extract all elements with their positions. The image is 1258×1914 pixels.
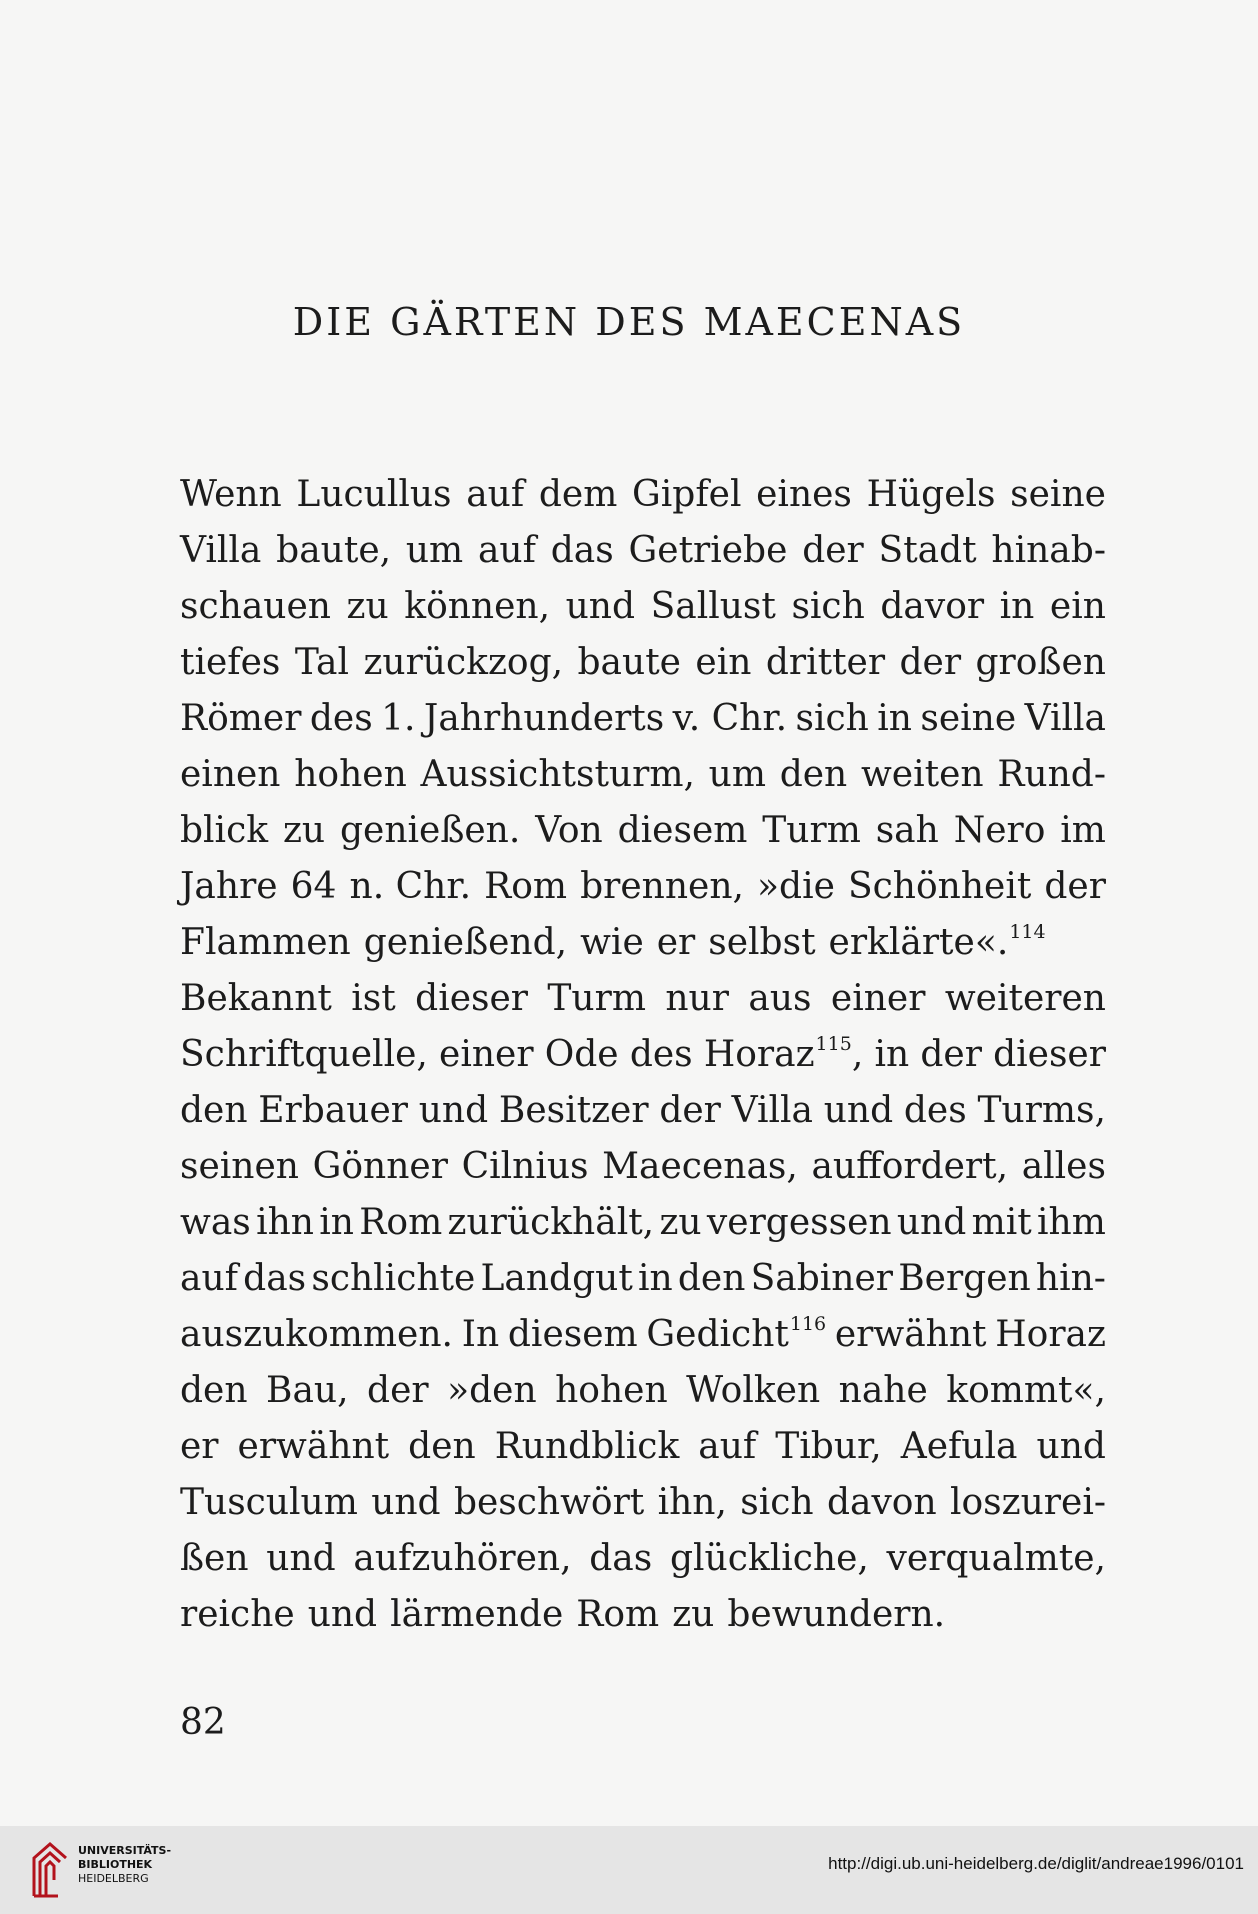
word: des	[903, 1090, 967, 1131]
word: einer	[439, 1034, 534, 1075]
word: den	[180, 1090, 248, 1131]
word: seine	[1010, 474, 1106, 515]
word: in	[319, 1202, 354, 1243]
word: aufzuhören,	[353, 1538, 572, 1579]
word: schlichte	[311, 1258, 476, 1299]
word: zurückzog,	[363, 642, 564, 683]
word: baute,	[276, 530, 392, 571]
text-line	[180, 691, 1106, 747]
word: Rom	[576, 1594, 660, 1635]
word: das	[589, 1538, 653, 1579]
library-name	[78, 1844, 171, 1886]
word: den	[779, 754, 848, 795]
word: ein	[1049, 586, 1106, 627]
word: Flammen	[180, 922, 351, 963]
word: Turms,	[977, 1090, 1106, 1131]
word: kommt«,	[946, 1370, 1106, 1411]
library-name-line1: UNIVERSITÄTS-	[78, 1844, 172, 1857]
word: auf	[477, 530, 536, 571]
word: ein	[695, 642, 752, 683]
word: erwähnt	[834, 1314, 987, 1355]
word: dieser	[415, 978, 529, 1019]
word: v. Chr.	[672, 698, 788, 739]
word: Lucullus	[296, 474, 452, 515]
word: zu	[282, 810, 326, 851]
library-name-line3: HEIDELBERG	[78, 1872, 149, 1885]
text-line	[180, 1251, 1106, 1307]
word: auszukommen.	[180, 1314, 453, 1355]
word: ihm	[1037, 1202, 1106, 1243]
word: Rom	[484, 866, 568, 907]
word: Villa	[731, 1090, 813, 1131]
word: in	[874, 1034, 910, 1075]
word: Rundblick	[494, 1426, 680, 1467]
word: blick	[180, 810, 269, 851]
word: den	[408, 1426, 476, 1467]
word: beschwört	[453, 1482, 645, 1523]
word: Nero	[953, 810, 1046, 851]
word: Villa	[1024, 698, 1106, 739]
word: Maecenas,	[602, 1146, 798, 1187]
word: baute	[577, 642, 681, 683]
text-line	[180, 1587, 1106, 1643]
word: großen	[975, 642, 1106, 683]
word: einer	[830, 978, 926, 1019]
word: Horaz	[995, 1314, 1106, 1355]
word: reiche	[180, 1594, 295, 1635]
word: und	[1036, 1426, 1106, 1467]
text-line	[180, 1027, 1106, 1083]
word: genießen.	[339, 810, 521, 851]
word: dem	[538, 474, 618, 515]
word: Tal	[294, 642, 350, 683]
text-line	[180, 635, 1106, 691]
word: das	[550, 530, 614, 571]
word: auf	[698, 1426, 757, 1467]
word: auffordert,	[811, 1146, 1009, 1187]
word: und	[371, 1482, 441, 1523]
word: in	[877, 698, 912, 739]
word: wie	[580, 922, 644, 963]
chapter-title: DIE GÄRTEN DES MAECENAS	[292, 300, 966, 344]
word: das	[243, 1258, 307, 1299]
word: zu	[672, 1594, 715, 1635]
word: Jahrhunderts	[423, 698, 665, 739]
word: loszurei-	[949, 1482, 1106, 1523]
word: sah	[875, 810, 939, 851]
word: ihn	[256, 1202, 314, 1243]
word: Wolken	[686, 1370, 821, 1411]
word: Turm	[547, 978, 646, 1019]
word: und	[307, 1594, 378, 1635]
text-line	[180, 915, 1106, 971]
word: Aefula	[900, 1426, 1018, 1467]
word: Tibur,	[775, 1426, 882, 1467]
word: zu	[346, 586, 389, 627]
word: der	[899, 642, 962, 683]
word: Villa	[180, 530, 262, 571]
footnote-suffix: ,	[851, 1034, 864, 1075]
word: der	[659, 1090, 721, 1131]
word: »die	[757, 866, 835, 907]
word: Stadt	[878, 530, 977, 571]
word: um	[405, 530, 464, 571]
page-number: 82	[180, 1702, 226, 1743]
word: Gönner	[312, 1146, 448, 1187]
word: diesem	[507, 1314, 638, 1355]
word: Schönheit	[847, 866, 1032, 907]
word: hohen	[294, 754, 407, 795]
text-line	[180, 859, 1106, 915]
word: weiteren	[944, 978, 1106, 1019]
text-line	[180, 1083, 1106, 1139]
word: im	[1060, 810, 1106, 851]
text-line	[180, 523, 1106, 579]
word: und	[266, 1538, 336, 1579]
footnote-reference: 114	[1009, 921, 1046, 943]
word: können,	[404, 586, 551, 627]
word: auf	[466, 474, 525, 515]
word: sich	[791, 586, 865, 627]
word: zurückhält,	[447, 1202, 655, 1243]
word: sich	[740, 1482, 814, 1523]
word: aus	[748, 978, 812, 1019]
word: weiten	[860, 754, 984, 795]
text-line	[180, 1307, 1106, 1363]
word: Rom	[359, 1202, 443, 1243]
word: »den	[447, 1370, 537, 1411]
word: der	[920, 1034, 982, 1075]
word: Landgut	[480, 1258, 633, 1299]
word: Erbauer	[258, 1090, 408, 1131]
word: davon	[826, 1482, 937, 1523]
word: vergessen	[706, 1202, 892, 1243]
word: 1.	[381, 698, 416, 739]
word: Turm	[762, 810, 861, 851]
word: hinab-	[991, 530, 1106, 571]
text-line	[180, 803, 1106, 859]
word: was	[180, 1202, 251, 1243]
word: der	[1044, 866, 1106, 907]
word: und	[565, 586, 636, 627]
word: Römer	[180, 698, 302, 739]
word: nur	[665, 978, 729, 1019]
word: brennen,	[580, 866, 744, 907]
source-url[interactable]: http://digi.ub.uni-heidelberg.de/diglit/andreae1996/0101	[828, 1854, 1244, 1873]
text-line	[180, 1363, 1106, 1419]
word: lärmende	[390, 1594, 564, 1635]
word: Von	[535, 810, 603, 851]
word: Wenn	[180, 474, 282, 515]
word: dritter	[765, 642, 886, 683]
word: Sallust	[650, 586, 776, 627]
word: ßen	[180, 1538, 249, 1579]
word: nahe	[838, 1370, 928, 1411]
word: in	[637, 1258, 673, 1299]
word: einen	[180, 754, 281, 795]
text-line	[180, 1531, 1106, 1587]
word: um	[708, 754, 766, 795]
word: glückliche,	[669, 1538, 869, 1579]
word: eines	[756, 474, 852, 515]
text-line	[180, 1419, 1106, 1475]
word: des	[629, 1034, 693, 1075]
text-line	[180, 579, 1106, 635]
word: schauen	[180, 586, 331, 627]
word: Bekannt	[180, 978, 332, 1019]
word: der	[367, 1370, 429, 1411]
body-text	[180, 467, 1106, 1643]
word: Gipfel	[632, 474, 742, 515]
word: der	[802, 530, 864, 571]
word: Aussichtsturm,	[420, 754, 695, 795]
word: in	[999, 586, 1035, 627]
word: sich	[795, 698, 869, 739]
word: Bau,	[266, 1370, 349, 1411]
word: den	[677, 1258, 746, 1299]
footer-bar	[0, 1826, 1258, 1914]
word: erwähnt	[237, 1426, 390, 1467]
word: 64	[290, 866, 337, 907]
word: den	[180, 1370, 248, 1411]
word: Jahre	[180, 866, 278, 907]
word: und	[896, 1202, 967, 1243]
word: seinen	[180, 1146, 299, 1187]
word: genießend,	[363, 922, 568, 963]
word: Tusculum	[180, 1482, 358, 1523]
word: Besitzer	[498, 1090, 649, 1131]
word: davor	[880, 586, 985, 627]
word: Rund-	[997, 754, 1106, 795]
word: Gedicht$^{116}$	[646, 1313, 827, 1355]
word: Cilnius	[461, 1146, 589, 1187]
text-line	[180, 467, 1106, 523]
word: zu	[659, 1202, 702, 1243]
word: Getriebe	[628, 530, 788, 571]
text-line	[180, 1195, 1106, 1251]
word: Ode	[544, 1034, 619, 1075]
word: selbst	[708, 922, 816, 963]
word: er	[180, 1426, 219, 1467]
word: verqualmte,	[886, 1538, 1106, 1579]
footnote-reference: 116	[789, 1313, 827, 1335]
word: des	[309, 698, 373, 739]
word: hin-	[1035, 1258, 1106, 1299]
word: und	[418, 1090, 489, 1131]
word: Hügels	[866, 474, 996, 515]
word: Bergen	[898, 1258, 1031, 1299]
text-line	[180, 1139, 1106, 1195]
word: auf	[180, 1258, 238, 1299]
text-line	[180, 971, 1106, 1027]
word: und	[823, 1090, 894, 1131]
word: ihn,	[657, 1482, 727, 1523]
library-logo-icon	[30, 1840, 70, 1900]
word: In	[461, 1314, 500, 1355]
word: tiefes	[180, 642, 281, 683]
word: Schriftquelle,	[180, 1034, 428, 1075]
word: ist	[351, 978, 396, 1019]
word: mit	[971, 1202, 1032, 1243]
text-line	[180, 1475, 1106, 1531]
text-line	[180, 747, 1106, 803]
word: Horaz$^{115}$,	[704, 1027, 863, 1083]
word: Sabiner	[750, 1258, 893, 1299]
word: dieser	[993, 1034, 1106, 1075]
word: diesem	[617, 810, 748, 851]
footnote-reference: 115	[815, 1033, 852, 1055]
word: erklärte«.$^{114}$	[828, 921, 1046, 963]
word: alles	[1021, 1146, 1106, 1187]
word: seine	[920, 698, 1017, 739]
word: hohen	[555, 1370, 668, 1411]
word: n. Chr.	[349, 866, 472, 907]
word: bewundern.	[727, 1594, 946, 1635]
library-name-line2: BIBLIOTHEK	[78, 1858, 153, 1871]
word: er	[656, 922, 696, 963]
